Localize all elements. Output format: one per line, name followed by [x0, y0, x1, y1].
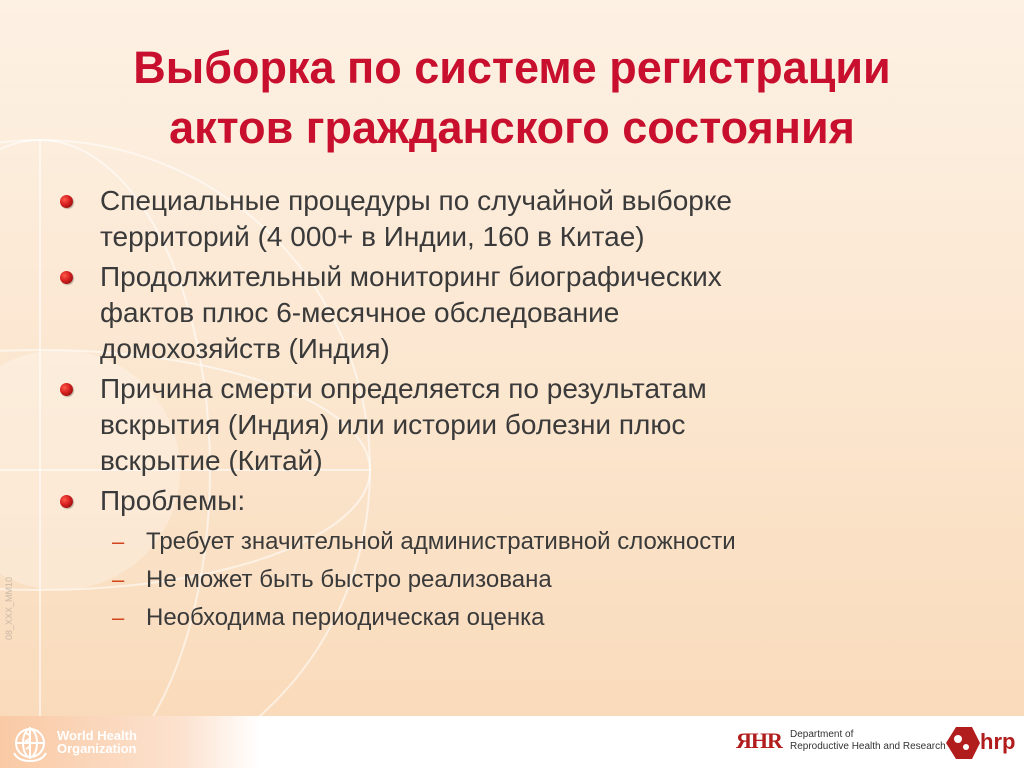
list-item — [60, 483, 940, 519]
department-text — [790, 729, 946, 753]
bullet-line: домохозяйств (Индия) — [100, 333, 390, 364]
bullet-line: Специальные процедуры по случайной выборке — [100, 185, 732, 216]
department-line-1: Department of — [790, 729, 854, 740]
sub-list-item — [60, 523, 940, 561]
sub-bullet-list — [60, 523, 940, 637]
sub-list-item — [60, 599, 940, 637]
who-name-line-1: World Health — [57, 728, 137, 743]
bullet-line: вскрытия (Индия) или истории болезни плюс — [100, 409, 686, 440]
who-name — [57, 729, 137, 755]
hrp-logo-text: hrp — [980, 729, 1016, 754]
sub-list-item — [60, 561, 940, 599]
bullet-icon — [60, 383, 73, 396]
who-name-line-2: Organization — [57, 741, 137, 756]
title-line-2: актов гражданского состояния — [169, 102, 855, 153]
bullet-line: вскрытие (Китай) — [100, 445, 323, 476]
bullet-list — [60, 183, 940, 637]
bullet-line: Продолжительный мониторинг биографических — [100, 261, 722, 292]
bullet-line: фактов плюс 6-месячное обследование — [100, 297, 620, 328]
rhr-logo: ЯHR — [736, 728, 782, 753]
bullet-line: Проблемы: — [100, 485, 246, 516]
who-emblem-icon — [10, 723, 50, 763]
title-line-1: Выборка по системе регистрации — [133, 42, 891, 93]
who-logo-area — [0, 716, 260, 768]
sub-bullet-text: Требует значительной административной сложности — [146, 528, 736, 555]
dash-icon: – — [112, 605, 125, 630]
sub-bullet-text: Необходима периодическая оценка — [146, 604, 545, 631]
bullet-icon — [60, 271, 73, 284]
dash-icon: – — [112, 529, 125, 554]
list-item — [60, 259, 940, 367]
bullet-icon — [60, 195, 73, 208]
list-item — [60, 183, 940, 255]
bullet-icon — [60, 495, 73, 508]
bullet-line: Причина смерти определяется по результатам — [100, 373, 707, 404]
page-title — [40, 38, 984, 158]
dash-icon: – — [112, 567, 125, 592]
sub-bullet-text: Не может быть быстро реализована — [146, 566, 552, 593]
slide-code: 08_XXX_MM10 — [4, 576, 14, 640]
list-item — [60, 371, 940, 479]
department-line-2: Reproductive Health and Research — [790, 741, 946, 752]
bullet-line: территорий (4 000+ в Индии, 160 в Китае) — [100, 221, 645, 252]
